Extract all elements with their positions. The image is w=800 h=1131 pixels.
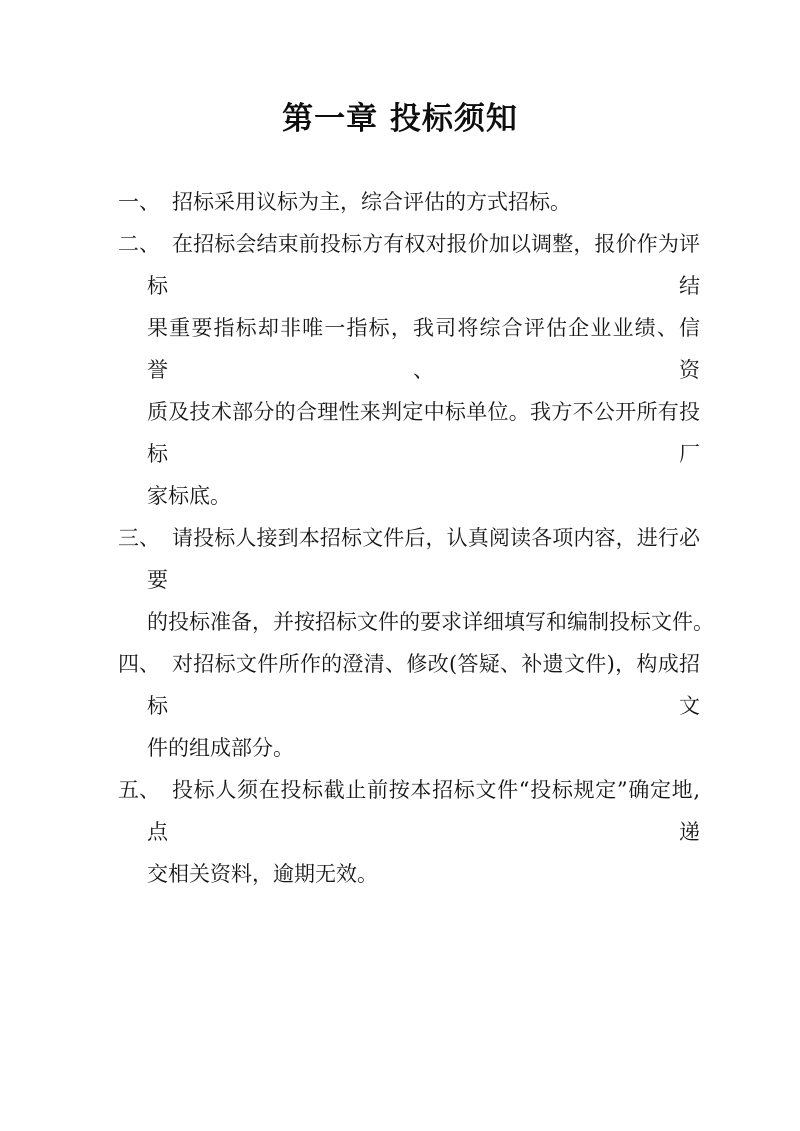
item-line: 质及技术部分的合理性来判定中标单位。我方不公开所有投标厂 xyxy=(147,400,700,466)
item-number: 一、 xyxy=(118,190,160,214)
item-number: 二、 xyxy=(118,232,160,256)
list-item-4 xyxy=(118,643,700,769)
list-item-3 xyxy=(118,517,714,643)
item-line: 件的组成部分。 xyxy=(147,736,294,760)
item-line: 请投标人接到本招标文件后，认真阅读各项内容，进行必要 xyxy=(147,526,700,592)
item-line: 对招标文件所作的澄清、修改(答疑、补遗文件)，构成招标文 xyxy=(147,652,700,718)
item-line: 招标采用议标为主，综合评估的方式招标。 xyxy=(172,190,571,214)
chapter-title: 第一章 投标须知 xyxy=(282,101,518,137)
item-line: 的投标准备，并按招标文件的要求详细填写和编制投标文件。 xyxy=(147,610,714,634)
item-line: 家标底。 xyxy=(147,484,231,508)
list-item-5 xyxy=(118,769,700,895)
list-item-1 xyxy=(118,181,700,223)
item-line: 投标人须在投标截止前按本招标文件“投标规定”确定地,点递 xyxy=(147,778,700,844)
item-number: 三、 xyxy=(118,526,160,550)
clause-list xyxy=(0,181,800,895)
item-line: 果重要指标却非唯一指标，我司将综合评估企业业绩、信誉、资 xyxy=(147,316,700,382)
item-number: 四、 xyxy=(118,652,160,676)
item-line: 交相关资料，逾期无效。 xyxy=(147,862,378,886)
item-line: 在招标会结束前投标方有权对报价加以调整，报价作为评标结 xyxy=(147,232,700,298)
item-number: 五、 xyxy=(118,778,160,802)
list-item-2 xyxy=(118,223,700,517)
